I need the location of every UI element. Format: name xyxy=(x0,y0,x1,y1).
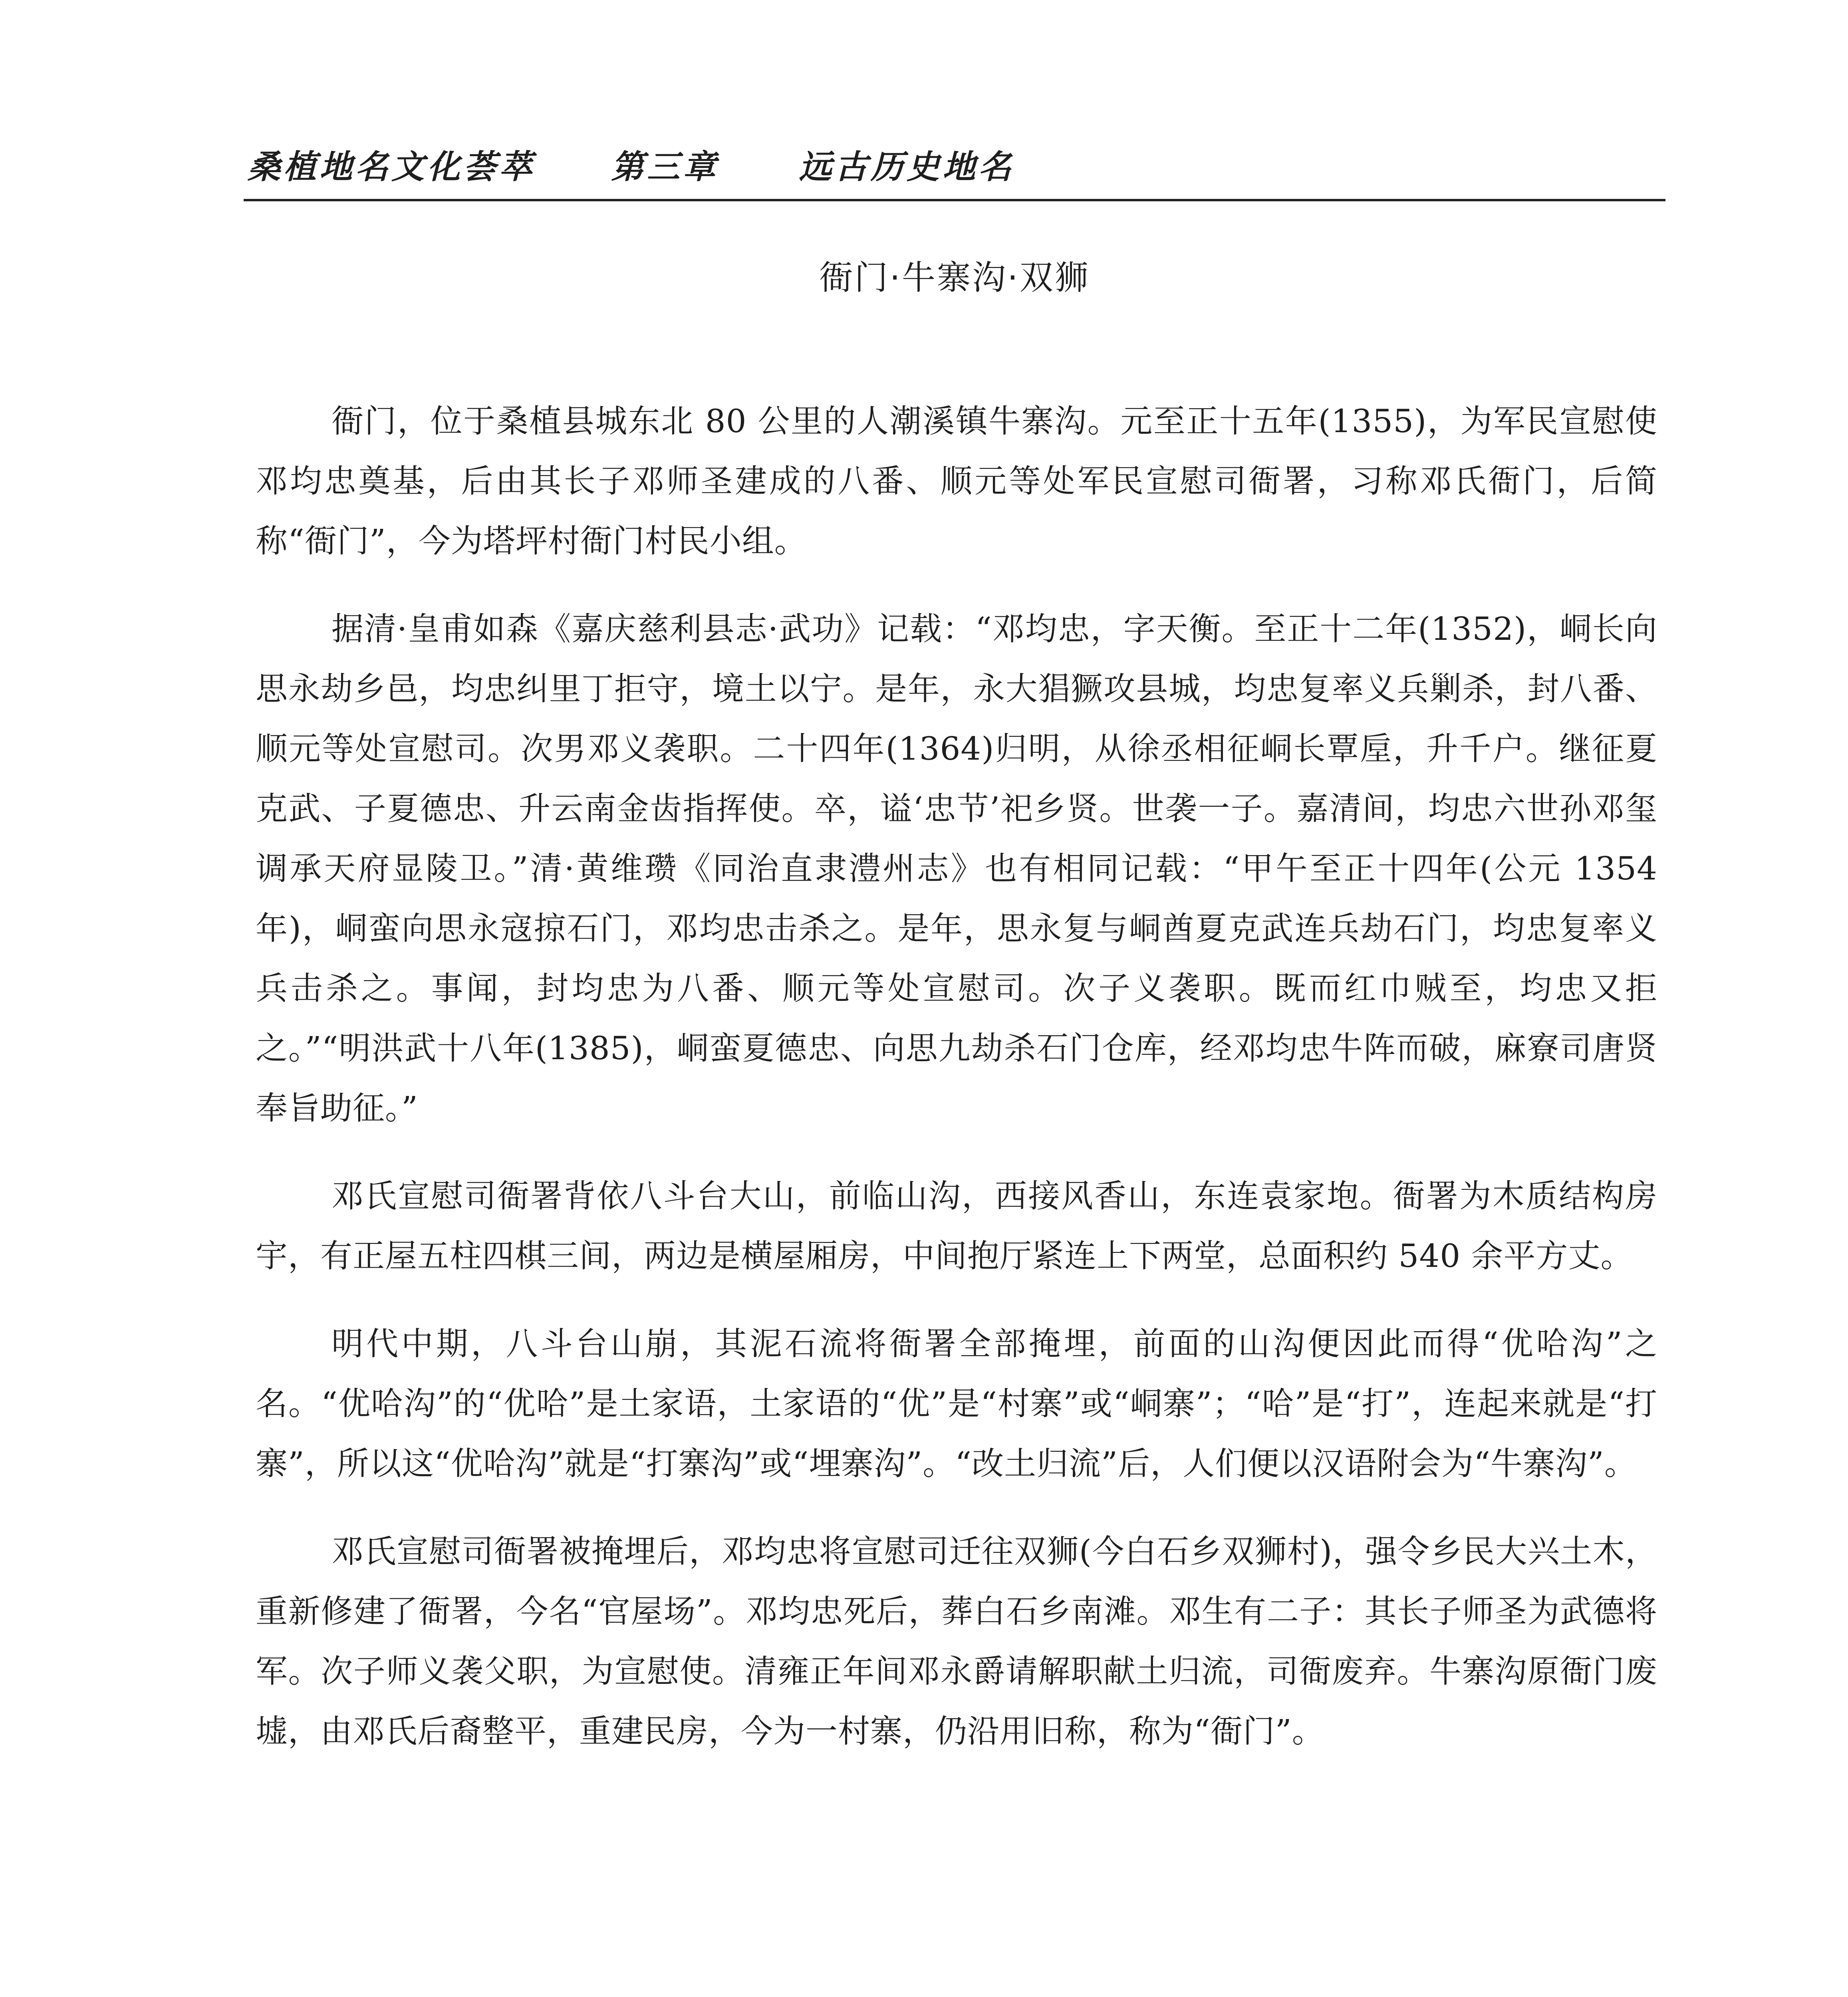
paragraph: 邓氏宣慰司衙署背依八斗台大山，前临山沟，西接风香山，东连袁家垉。衙署为木质结构房宇，有正屋五柱四棋三间，两边是横屋厢房，中间抱厅紧连上下两堂，总面积约 540 余平方丈。 xyxy=(256,1177,1657,1274)
header-rule xyxy=(244,199,1665,201)
paragraph: 据清·皇甫如森《嘉庆慈利县志·武功》记载：“邓均忠，字天衡。至正十二年(1352)，峒长向思永劫乡邑，均忠纠里丁拒守，境土以宁。是年，永大猖獗攻县城，均忠复率义兵剿杀，封八番、顺元等处宣慰司。次男邓义袭职。二十四年(1364)归明，从徐丞相征峒长覃垕，升千户。继征夏克武、子夏德忠、升云南金齿指挥使。卒，谥‘忠节’祀乡贤。世袭一子。嘉清间，均忠六世孙邓玺调承天府显陵卫。”清·黄维瓒《同治直隶澧州志》也有相同记载：“甲午至正十四年(公元 1354 年)，峒蛮向思永寇掠石门，邓均忠击杀之。是年，思永复与峒酋夏克武连兵劫石门，均忠复率义兵击杀之。事闻，封均忠为八番、顺元等处宣慰司。次子义袭职。既而红巾贼至，均忠又拒之。”“明洪武十八年(1385)，峒蛮夏德忠、向思九劫杀石门仓库，经邓均忠牛阵而破，麻寮司唐贤奉旨助征。” xyxy=(256,610,1657,1127)
header-section: 远古历史地名 xyxy=(799,148,1014,186)
article-title: 衙门·牛寨沟·双狮 xyxy=(819,258,1090,297)
header-book-title: 桑植地名文化荟萃 xyxy=(248,148,535,186)
article-body xyxy=(256,391,1657,1789)
header-chapter: 第三章 xyxy=(611,148,719,186)
paragraph: 衙门，位于桑植县城东北 80 公里的人潮溪镇牛寨沟。元至正十五年(1355)，为军民宣慰使邓均忠奠基，后由其长子邓师圣建成的八番、顺元等处军民宣慰司衙署，习称邓氏衙门，后简称“衙门”，今为塔坪村衙门村民小组。 xyxy=(256,403,1657,560)
paragraph: 明代中期，八斗台山崩，其泥石流将衙署全部掩埋，前面的山沟便因此而得“优哈沟”之名。“优哈沟”的“优哈”是土家语，土家语的“优”是“村寨”或“峒寨”；“哈”是“打”，连起来就是“打寨”，所以这“优哈沟”就是“打寨沟”或“埋寨沟”。“改土归流”后，人们便以汉语附会为“牛寨沟”。 xyxy=(256,1325,1657,1482)
paragraph: 邓氏宣慰司衙署被掩埋后，邓均忠将宣慰司迁往双狮(今白石乡双狮村)，强令乡民大兴土木，重新修建了衙署，今名“官屋场”。邓均忠死后，葬白石乡南滩。邓生有二子：其长子师圣为武德将军。次子师义袭父职，为宣慰使。清雍正年间邓永爵请解职献土归流，司衙废弃。牛寨沟原衙门废墟，由邓氏后裔整平，重建民房，今为一村寨，仍沿用旧称，称为“衙门”。 xyxy=(256,1533,1657,1750)
running-header xyxy=(248,144,1661,188)
